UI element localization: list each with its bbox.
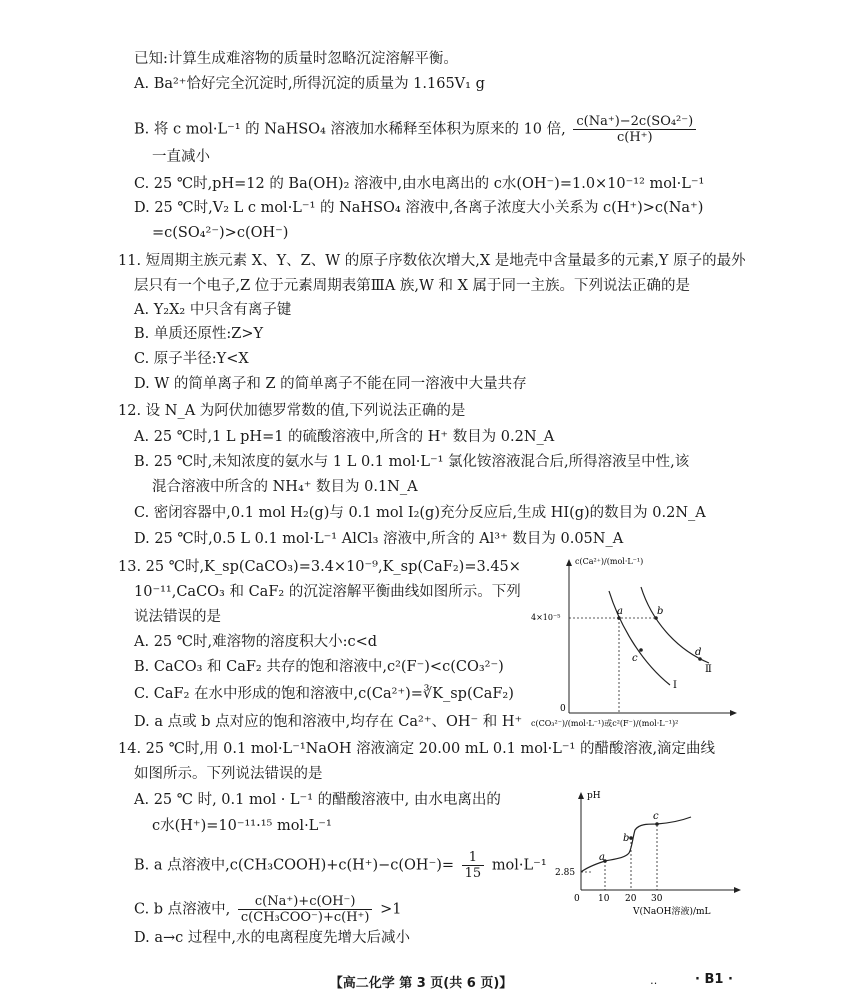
q12-option-a: A. 25 ℃时,1 L pH=1 的硫酸溶液中,所含的 H⁺ 数目为 0.2N_A [134,429,555,445]
q14-x-arrow [734,887,741,893]
q13-stem-3: 说法错误的是 [134,609,221,625]
q10-option-d: D. 25 ℃时,V₂ L c mol·L⁻¹ 的 NaHSO₄ 溶液中,各离子浓度大小关系为 c(H⁺)>c(Na⁺) [134,200,704,216]
q10-b-fraction-den: c(H⁺) [616,130,653,145]
q13-label-c: c [632,653,638,664]
q10-b-fraction-num: c(Na⁺)−2c(SO₄²⁻) [573,114,696,130]
q14-b-fraction-den: 15 [464,866,482,881]
q13-option-a: A. 25 ℃时,难溶物的溶度积大小:c<d [134,634,378,650]
q10-b-fraction [573,114,696,145]
q14-c-fraction [238,894,373,925]
q14-titration-curve [581,817,691,872]
q13-option-d: D. a 点或 b 点对应的饱和溶液中,均存在 Ca²⁺、OH⁻ 和 H⁺ [134,714,523,730]
q14-option-a-cont: c水(H⁺)=10⁻¹¹·¹⁵ mol·L⁻¹ [152,818,332,834]
footer-code: · B1 · [695,972,733,987]
q13-y-label: c(Ca²⁺)/(mol·L⁻¹) [575,557,644,566]
q14-y-tick: 2.85 [555,868,576,878]
q14-c-fraction-num: c(Na⁺)+c(OH⁻) [238,894,373,910]
q13-y-tick: 4×10⁻⁵ [531,613,561,622]
q13-graph [525,553,755,738]
q12-option-d: D. 25 ℃时,0.5 L 0.1 mol·L⁻¹ AlCl₃ 溶液中,所含的 Al³⁺ 数目为 0.05N_A [134,531,624,547]
q14-x-tick-30: 30 [651,894,663,904]
q14-option-d: D. a→c 过程中,水的电离程度先增大后减小 [134,930,410,946]
q13-label-b: b [657,606,664,617]
q11-stem-1: 11. 短周期主族元素 X、Y、Z、W 的原子序数依次增大,X 是地壳中含量最多的元素,Y 原子的最外 [118,253,746,269]
page-footer: 【高二化学 第 3 页(共 6 页)】 [329,976,513,991]
q12-option-b-cont: 混合溶液中所含的 NH₄⁺ 数目为 0.1N_A [152,479,418,495]
q13-origin: 0 [560,704,566,714]
q14-point-b [629,836,633,840]
q14-y-label: pH [587,791,601,801]
q14-c-fraction-den: c(CH₃COO⁻)+c(H⁺) [240,910,370,925]
q12-option-c: C. 密闭容器中,0.1 mol H₂(g)与 0.1 mol I₂(g)充分反应后,生成 HI(g)的数目为 0.2N_A [134,505,706,521]
q13-option-b: B. CaCO₃ 和 CaF₂ 共存的饱和溶液中,c²(F⁻)<c(CO₃²⁻) [134,659,504,675]
q11-stem-2: 层只有一个电子,Z 位于元素周期表第ⅢA 族,W 和 X 属于同一主族。下列说法正确的是 [134,278,691,294]
footer-mark: ‥ [650,974,658,987]
q11-option-a: A. Y₂X₂ 中只含有离子键 [134,302,292,318]
q14-option-b-unit: mol·L⁻¹ [491,857,547,874]
q14-y-arrow [578,792,584,799]
q13-x-arrow [730,710,737,716]
q10-option-d-cont: =c(SO₄²⁻)>c(OH⁻) [152,225,289,241]
q13-stem-2: 10⁻¹¹,CaCO₃ 和 CaF₂ 的沉淀溶解平衡曲线如图所示。下列 [134,584,521,600]
q14-x-label: V(NaOH溶液)/mL [633,907,711,916]
q10-option-b-cont: 一直减小 [152,149,210,165]
q14-option-a: A. 25 ℃ 时, 0.1 mol · L⁻¹ 的醋酸溶液中, 由水电离出的 [134,792,501,808]
q10-option-a: A. Ba²⁺恰好完全沉淀时,所得沉淀的质量为 1.165V₁ g [134,76,485,92]
q14-x-tick-20: 20 [625,894,637,904]
q14-label-b: b [623,833,630,844]
q10-option-b [134,114,699,145]
q13-label-a: a [617,606,623,617]
q13-option-c: C. CaF₂ 在水中形成的饱和溶液中,c(Ca²⁺)=∛K_sp(CaF₂) [134,686,514,702]
q14-label-a: a [599,852,605,863]
q14-b-fraction [462,850,485,881]
q14-b-fraction-num: 1 [462,850,485,866]
q14-graph [555,786,755,916]
q14-stem-1: 14. 25 ℃时,用 0.1 mol·L⁻¹NaOH 溶液滴定 20.00 mL 0.1 mol·L⁻¹ 的醋酸溶液,滴定曲线 [118,741,716,757]
q13-point-c [639,648,643,652]
q14-option-b-text: B. a 点溶液中,c(CH₃COOH)+c(H⁺)−c(OH⁻)= [134,857,455,874]
q14-origin: 0 [574,894,580,904]
q14-option-c-text: C. b 点溶液中, [134,901,231,918]
q13-label-curve-2: Ⅱ [705,664,712,675]
q11-option-d: D. W 的简单离子和 Z 的简单离子不能在同一溶液中大量共存 [134,376,527,392]
q14-point-c [655,822,659,826]
q14-option-c-tail: >1 [380,901,402,918]
q14-x-tick-10: 10 [598,894,610,904]
q11-option-c: C. 原子半径:Y<X [134,351,249,367]
q14-option-b [134,850,547,881]
q13-label-curve-1: Ⅰ [673,680,677,691]
q10-option-c: C. 25 ℃时,pH=12 的 Ba(OH)₂ 溶液中,由水电离出的 c水(OH⁻)=1.0×10⁻¹² mol·L⁻¹ [134,176,705,192]
q14-option-c [134,894,401,925]
q11-option-b: B. 单质还原性:Z>Y [134,326,264,342]
q13-stem-1: 13. 25 ℃时,K_sp(CaCO₃)=3.4×10⁻⁹,K_sp(CaF₂)=3.45× [118,559,521,575]
q14-stem-2: 如图所示。下列说法错误的是 [134,766,323,782]
q13-x-label: c(CO₃²⁻)/(mol·L⁻¹)或c²(F⁻)/(mol·L⁻¹)² [531,719,679,728]
q10-option-b-text: B. 将 c mol·L⁻¹ 的 NaHSO₄ 溶液加水稀释至体积为原来的 10 倍, [134,121,566,138]
q13-y-arrow [566,559,572,566]
q12-stem: 12. 设 N_A 为阿伏加德罗常数的值,下列说法正确的是 [118,403,466,419]
q12-option-b: B. 25 ℃时,未知浓度的氨水与 1 L 0.1 mol·L⁻¹ 氯化铵溶液混合后,所得溶液呈中性,该 [134,454,690,470]
known-note: 已知:计算生成难溶物的质量时忽略沉淀溶解平衡。 [134,51,458,67]
q13-label-d: d [695,647,702,658]
q14-label-c: c [653,811,659,822]
